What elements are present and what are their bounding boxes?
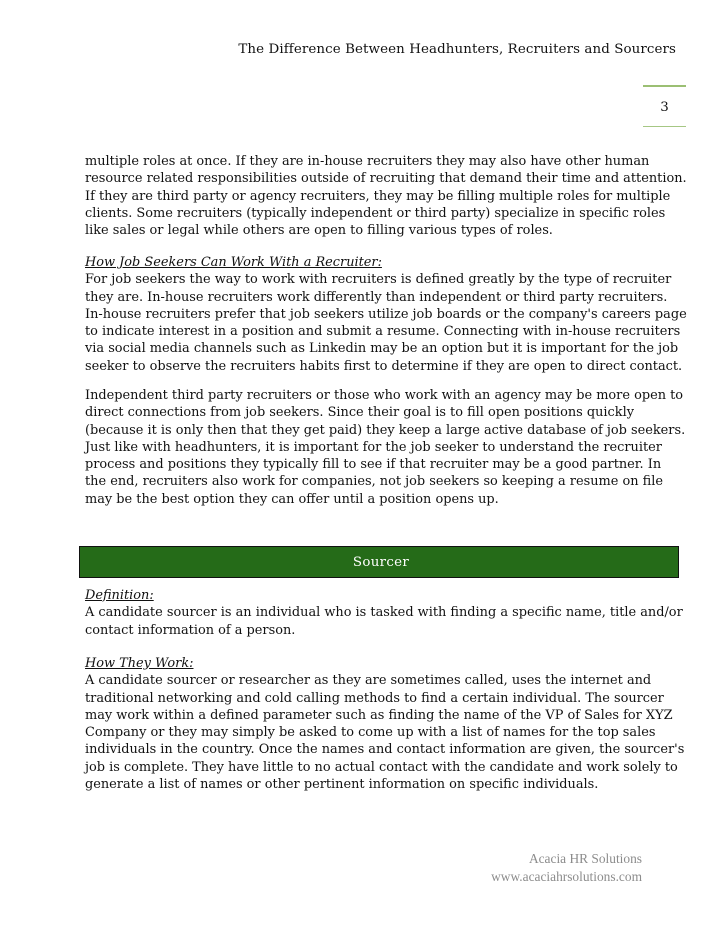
paragraph-line: individuals in the country. Once the names and contact information are given, the sourcer's <box>85 742 685 758</box>
paragraph-line: Independent third party recruiters or those who work with an agency may be more open to <box>85 388 684 403</box>
paragraph-line: job is complete. They have little to no actual contact with the candidate and work solely to <box>85 759 678 775</box>
paragraph-line: may be the best option they can offer until a position opens up. <box>85 491 499 507</box>
paragraph-line: generate a list of names or other pertinent information on specific individuals. <box>85 777 599 793</box>
how-they-work-heading: How They Work: <box>85 656 194 671</box>
how-job-seekers-section <box>85 254 687 375</box>
paragraph-line: clients. Some recruiters (typically independent or third party) specialize in specific roles <box>85 205 666 221</box>
page-number-top-rule <box>643 85 686 87</box>
how-they-work-section <box>85 655 685 793</box>
paragraph-line: A candidate sourcer is an individual who is tasked with finding a specific name, title and/or <box>85 605 683 621</box>
paragraph-line: they are. In-house recruiters work differently than independent or third party recruiters. <box>85 289 668 305</box>
page-number: 3 <box>660 100 669 115</box>
paragraph-line: to indicate interest in a position and submit a resume. Connecting with in-house recruiters <box>85 324 681 340</box>
paragraph-line: multiple roles at once. If they are in-house recruiters they may also have other human <box>85 154 650 169</box>
footer-website: www.acaciahrsolutions.com <box>491 869 642 884</box>
paragraph-line: If they are third party or agency recruiters, they may be filling multiple roles for multiple <box>85 188 671 204</box>
paragraph-line: resource related responsibilities outside of recruiting that demand their time and attention. <box>85 171 687 187</box>
paragraph-line: seeker to observe the recruiters habits first to determine if they are open to direct contact. <box>85 358 683 374</box>
paragraph-line: may work within a defined parameter such as finding the name of the VP of Sales for XYZ <box>85 707 673 723</box>
page-number-bottom-rule <box>643 126 686 127</box>
paragraph-line: Company or they may simply be asked to come up with a list of names for the top sales <box>85 725 656 741</box>
independent-recruiters-paragraph <box>85 387 686 508</box>
paragraph-line: direct connections from job seekers. Since their goal is to fill open positions quickly <box>85 405 634 421</box>
paragraph-line: For job seekers the way to work with recruiters is defined greatly by the type of recruiter <box>85 272 672 288</box>
how-job-seekers-heading: How Job Seekers Can Work With a Recruiter: <box>85 255 382 270</box>
paragraph-line: process and positions they typically fill to see if that recruiter may be a good partner. In <box>85 457 662 473</box>
paragraph-line: via social media channels such as Linkedin may be an option but it is important for the job <box>85 341 679 357</box>
page-footer <box>420 850 642 886</box>
page-header-title: The Difference Between Headhunters, Recruiters and Sourcers <box>238 42 676 57</box>
definition-heading: Definition: <box>85 588 154 603</box>
paragraph-line: (because it is only then that they get paid) they keep a large active database of job seekers. <box>85 422 686 438</box>
sourcer-section-title: Sourcer <box>352 554 410 570</box>
paragraph-line: A candidate sourcer or researcher as they are sometimes called, uses the internet and <box>85 673 652 689</box>
paragraph-line: contact information of a person. <box>85 622 296 638</box>
definition-section <box>85 587 683 639</box>
sourcer-section-bar <box>79 546 679 578</box>
paragraph-line: In-house recruiters prefer that job seekers utilize job boards or the company's careers page <box>85 306 687 322</box>
footer-company-name: Acacia HR Solutions <box>528 851 642 866</box>
paragraph-line: like sales or legal while others are open to filling various types of roles. <box>85 223 553 239</box>
paragraph-line: the end, recruiters also work for companies, not job seekers so keeping a resume on file <box>85 474 663 490</box>
paragraph-line: Just like with headhunters, it is important for the job seeker to understand the recruiter <box>85 439 662 455</box>
paragraph-line: traditional networking and cold calling methods to find a certain individual. The sourcer <box>85 690 664 706</box>
intro-paragraph <box>85 153 687 239</box>
